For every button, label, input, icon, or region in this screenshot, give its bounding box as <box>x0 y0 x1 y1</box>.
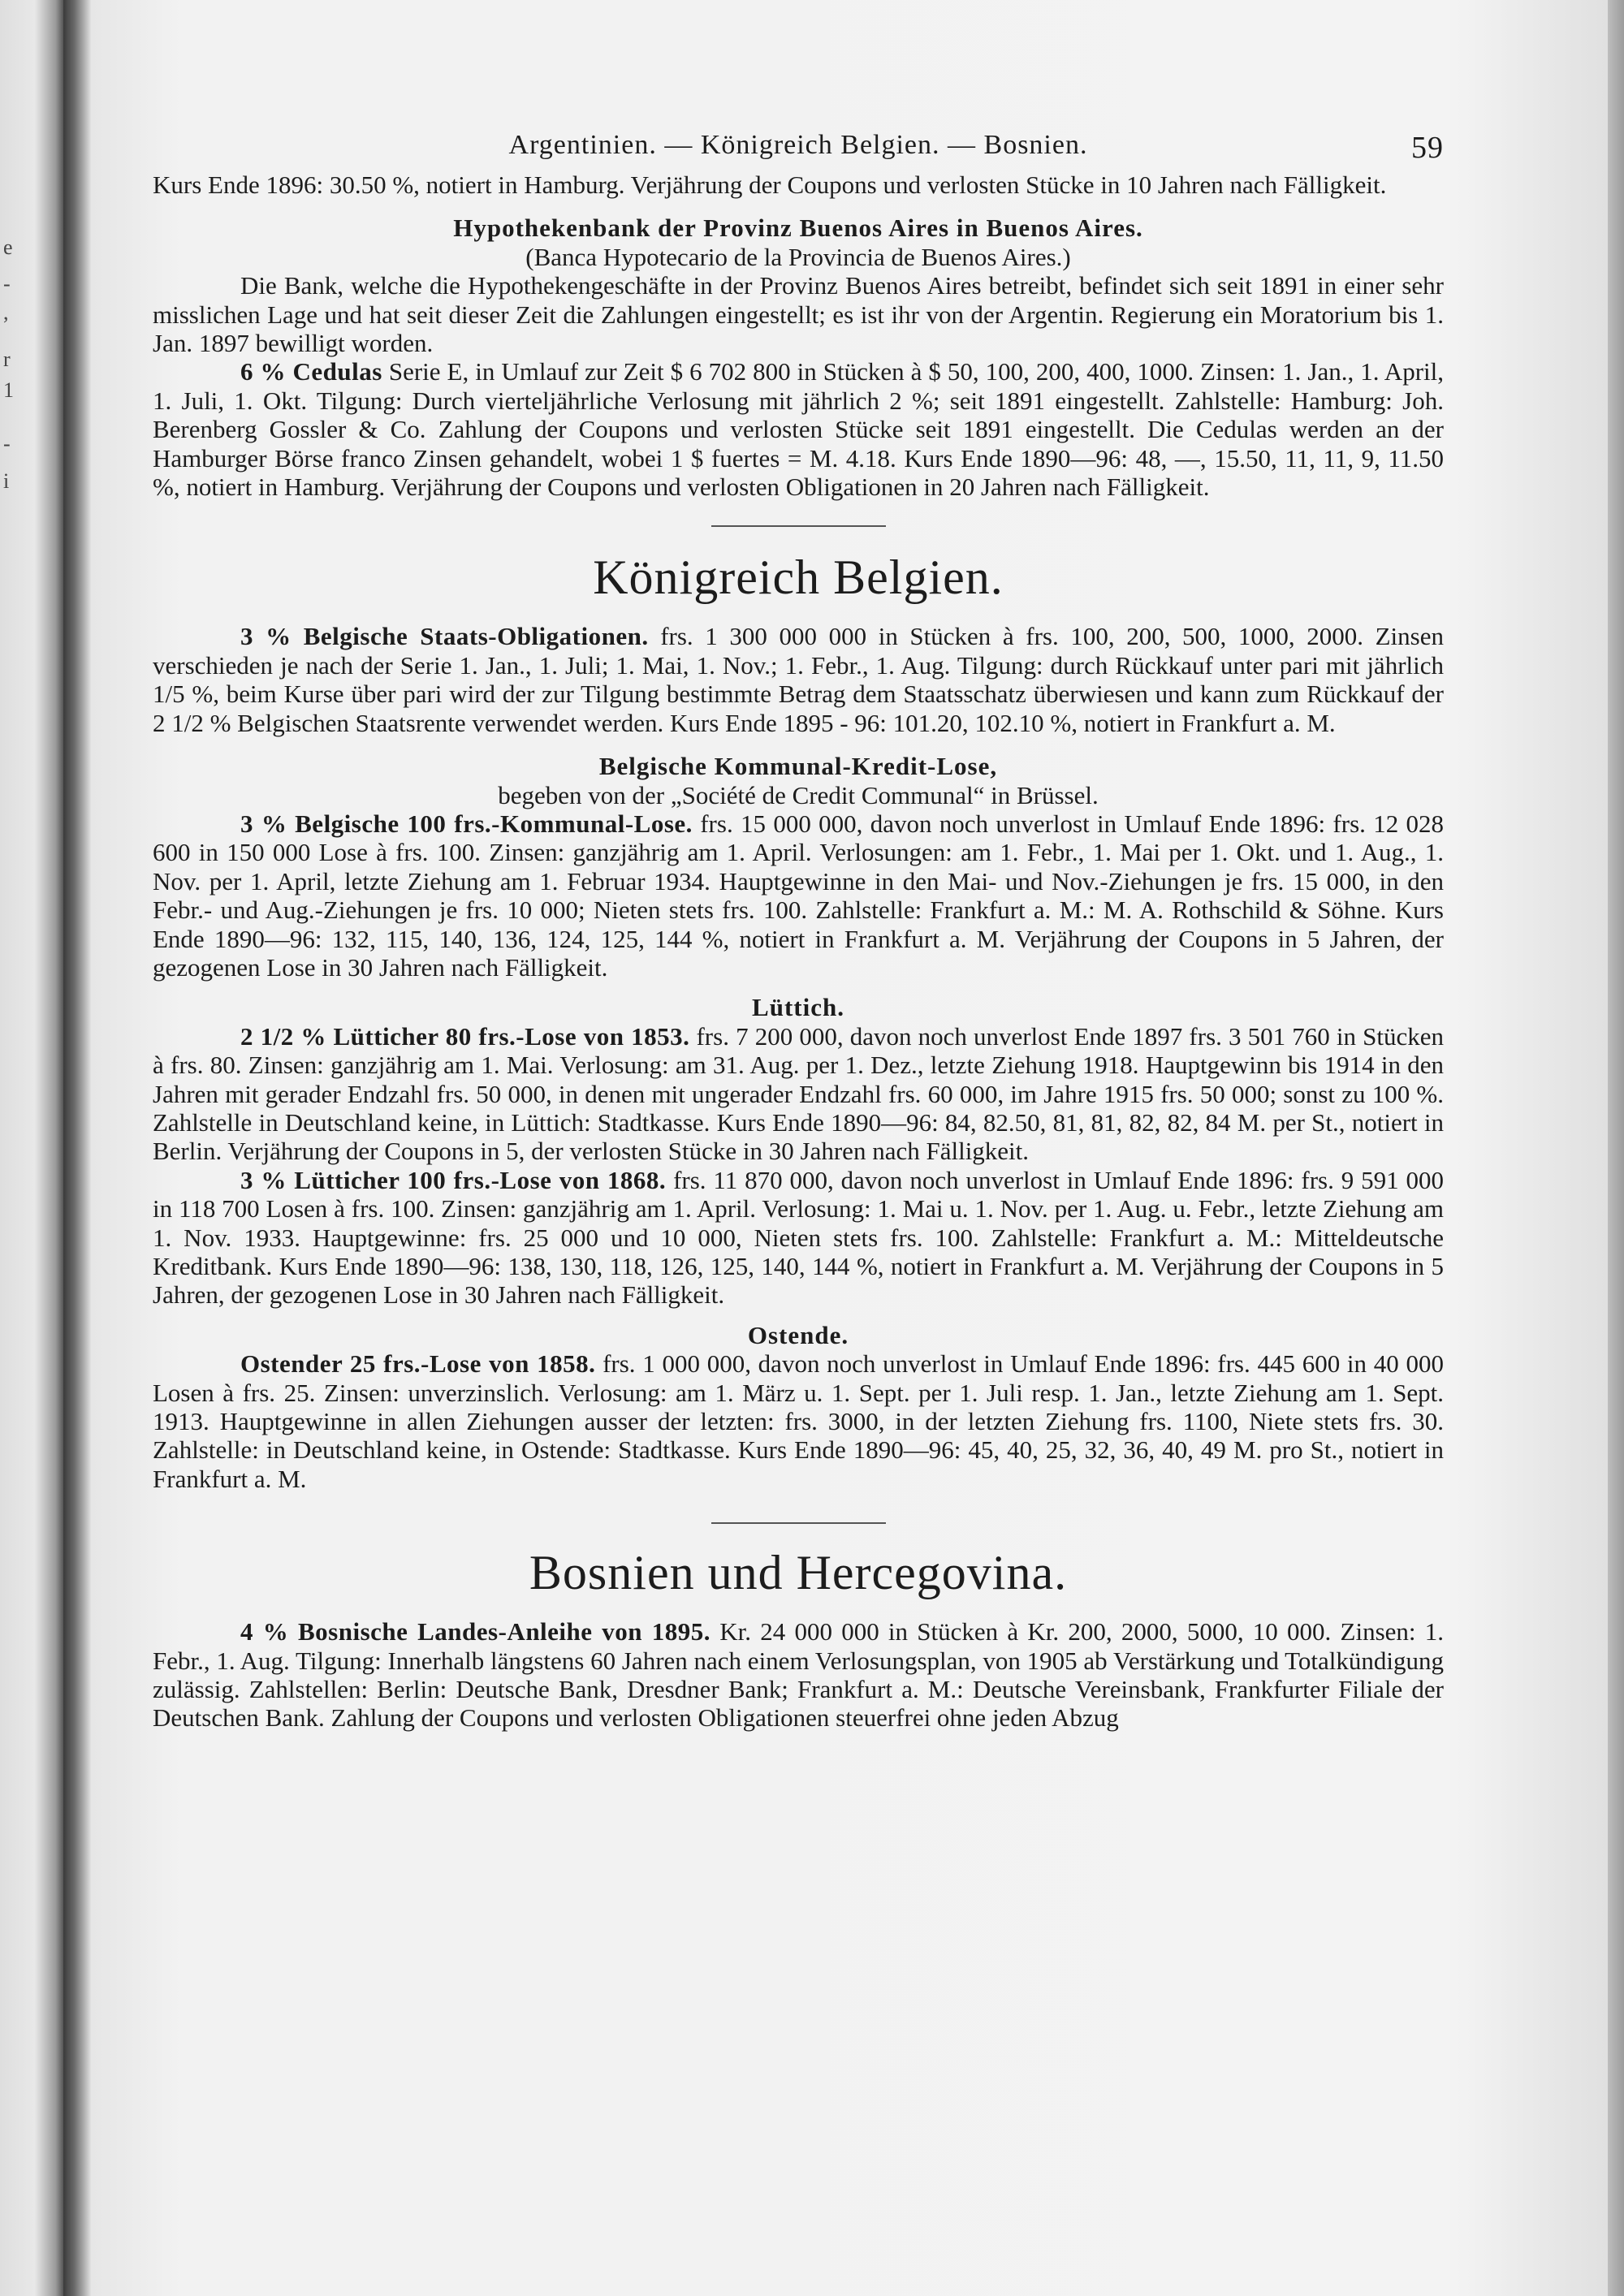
kommunal-lose-title: 3 % Belgische 100 frs.-Kommunal-Lose. <box>240 809 693 838</box>
hypothekenbank-paragraph: Die Bank, welche die Hypothekengeschäfte in der Provinz Buenos Aires betreibt, befindet sich seit 1891 in einer sehr misslichen Lage und hat seit dieser Zeit die Zahlungen eingestellt; es ist ihr von der Argentin. Regierung ein Moratorium bis 1. Jan. 1897 bewilligt worden. <box>153 271 1444 358</box>
bosnische-anleihe-text: Kr. 24 000 000 in Stücken à Kr. 200, 2000, 5000, 10 000. Zinsen: 1. Febr., 1. Aug. Tilgung: Innerhalb längstens 60 Jahren nach einem Verlosungsplan, von 1905 ab Verstärkung und Totalkündigung zulässig. Zahlstellen: Berlin: Deutsche Bank, Dresdner Bank; Frankfurt a. M.: Deutsche Vereinsbank, Frankfurter Filiale der Deutschen Bank. Zahlung der Coupons und verlosten Obligationen steuerfrei ohne jeden Abzug <box>153 1617 1444 1733</box>
page-edge <box>1608 0 1624 2296</box>
luettich-1853-text: frs. 7 200 000, davon noch unverlost Ende 1897 frs. 3 501 760 in Stücken à frs. 80. Zinsen: ganzjährig am 1. Mai. Verlosung: am 31. Aug. per 1. Dez., letzte Ziehung 1918. Hauptgewinn bis 1914 in den Jahren mit gerader Endzahl frs. 50 000, in denen mit ungerader Endzahl frs. 60 000, im Jahre 1915 frs. 50 000; sonst zu 100 %. Zahlstelle in Deutschland keine, in Lüttich: Stadtkasse. Kurs Ende 1890—96: 84, 82.50, 81, 81, 82, 82, 84 M. per St., notiert in Berlin. Verjährung der Coupons in 5, der verlosten Stücke in 30 Jahren nach Fälligkeit. <box>153 1021 1444 1166</box>
ostende-title: Ostender 25 frs.-Lose von 1858. <box>240 1349 596 1379</box>
hypothekenbank-subtitle: (Banca Hypotecario de la Provincia de Buenos Aires.) <box>525 242 1071 271</box>
luettich-1853-title: 2 1/2 % Lütticher 80 frs.-Lose von 1853. <box>240 1021 690 1051</box>
bosnische-anleihe-title: 4 % Bosnische Landes-Anleihe von 1895. <box>240 1617 710 1646</box>
luettich-1853-paragraph <box>153 1022 1444 1166</box>
luettich-1868-paragraph <box>153 1166 1444 1310</box>
kommunal-lose-paragraph <box>153 809 1444 982</box>
kommunal-heading: Belgische Kommunal-Kredit-Lose, <box>598 752 998 781</box>
margin-fragment: - <box>3 272 11 296</box>
staats-obligationen-text: frs. 1 300 000 000 in Stücken à frs. 100, 200, 500, 1000, 2000. Zinsen verschieden je nach der Serie 1. Jan., 1. Juli; 1. Mai, 1. Nov.; 1. Febr., 1. Aug. Tilgung: durch Rückkauf unter pari mit jährlich 1/5 %, beim Kurse über pari wird der zur Tilgung bestimmte Betrag dem Staatsschatz überwiesen und kann zum Rückkauf der 2 1/2 % Belgischen Staatsrente verwendet werden. Kurs Ende 1895 - 96: 101.20, 102.10 %, notiert in Frankfurt a. M. <box>153 622 1444 737</box>
margin-fragment: e <box>3 235 13 259</box>
ostende-paragraph <box>153 1349 1444 1493</box>
hypothekenbank-heading: Hypothekenbank der Provinz Buenos Aires in Buenos Aires. <box>453 214 1143 243</box>
page-number: 59 <box>1411 131 1444 165</box>
belgien-heading: Königreich Belgien. <box>593 550 1004 605</box>
cedulas-paragraph <box>153 357 1444 501</box>
ostende-text: frs. 1 000 000, davon noch unverlost in Umlauf Ende 1896: frs. 445 600 in 40 000 Losen à frs. 25. Zinsen: unverzinslich. Verlosung: am 1. März u. 1. Sept. per 1. Juli resp. 1. Jan., letzte Ziehung am 1. Sept. 1913. Hauptgewinne in allen Ziehungen ausser der letzten: frs. 3000, in der letzten Ziehung frs. 1100, Niete stets frs. 30. Zahlstelle: in Deutschland keine, in Ostende: Stadtkasse. Kurs Ende 1890—96: 45, 40, 25, 32, 36, 40, 49 M. pro St., notiert in Frankfurt a. M. <box>153 1349 1444 1493</box>
luettich-1868-text: frs. 11 870 000, davon noch unverlost in Umlauf Ende 1896: frs. 9 591 000 in 118 700 Losen à frs. 100. Zinsen: ganzjährig am 1. April. Verlosung: 1. Mai u. 1. Nov. per 1. Aug. u. Febr., letzte Ziehung am 1. Nov. 1933. Hauptgewinne: frs. 25 000 und 10 000, Nieten stets frs. 100. Zahlstelle: Frankfurt a. M.: Mitteldeutsche Kreditbank. Kurs Ende 1890—96: 138, 130, 118, 126, 125, 140, 144 %, notiert in Frankfurt a. M. Verjährung der Coupons in 5 Jahren, der gezogenen Lose in 30 Jahren nach Fälligkeit. <box>153 1165 1444 1310</box>
margin-fragment: , <box>3 300 9 324</box>
luettich-1868-title: 3 % Lütticher 100 frs.-Lose von 1868. <box>240 1165 667 1194</box>
book-spine-shadow <box>63 0 91 2296</box>
adjacent-page-margin <box>0 0 63 2296</box>
staats-obligationen-paragraph <box>153 622 1444 737</box>
kommunal-lose-text: frs. 15 000 000, davon noch unverlost in Umlauf Ende 1896: frs. 12 028 600 in 150 000 Lose à frs. 100. Zinsen: ganzjährig am 1. April. Verlosungen: am 1. Febr., 1. Mai per 1. Okt. und 1. Aug., 1. Nov. per 1. April, letzte Ziehung am 1. Februar 1934. Hauptgewinne in den Mai- und Nov.-Ziehungen je frs. 15 000, in den Febr.- und Aug.-Ziehungen je frs. 10 000; Nieten stets frs. 100. Zahlstelle: Frankfurt a. M.: M. A. Rothschild & Söhne. Kurs Ende 1890—96: 132, 115, 140, 136, 124, 125, 144 %, notiert in Frankfurt a. M. Verjährung der Coupons in 5 Jahren, der gezogenen Lose in 30 Jahren nach Fälligkeit. <box>153 809 1445 982</box>
margin-fragment: i <box>3 469 10 493</box>
margin-fragment: - <box>3 432 11 455</box>
kommunal-subheading: begeben von der „Société de Credit Communal“ in Brüssel. <box>498 780 1099 809</box>
margin-fragment: 1 <box>3 378 14 402</box>
luettich-heading: Lüttich. <box>752 993 844 1022</box>
argentina-intro-paragraph: Kurs Ende 1896: 30.50 %, notiert in Hamburg. Verjährung der Coupons und verlosten Stücke in 10 Jahren nach Fälligkeit. <box>153 170 1387 199</box>
bosnische-anleihe-paragraph <box>153 1617 1444 1733</box>
bosnien-heading: Bosnien und Hercegovina. <box>529 1546 1068 1600</box>
running-head <box>153 130 1444 170</box>
margin-fragment: r <box>3 347 11 371</box>
cedulas-text: Serie E, in Umlauf zur Zeit $ 6 702 800 in Stücken à $ 50, 100, 200, 400, 1000. Zinsen: 1. Jan., 1. April, 1. Juli, 1. Okt. Tilgung: Durch vierteljährliche Verlosung mit jährlich 2 %; seit 1891 eingestellt. Zahlstelle: Hamburg: Joh. Berenberg Gossler & Co. Zahlung der Coupons und verlosten Stücke seit 1891 eingestellt. Die Cedulas werden an der Hamburger Börse franco Zinsen gehandelt, wobei 1 $ fuertes = M. 4.18. Kurs Ende 1890—96: 48, —, 15.50, 11, 11, 9, 11.50 %, notiert in Hamburg. Verjährung der Coupons und verlosten Obligationen in 20 Jahren nach Fälligkeit. <box>153 357 1444 502</box>
page-content <box>153 130 1444 1733</box>
staats-obligationen-title: 3 % Belgische Staats-Obligationen. <box>240 622 649 651</box>
running-head-title: Argentinien. — Königreich Belgien. — Bosnien. <box>508 130 1088 160</box>
cedulas-title: 6 % Cedulas <box>240 357 382 386</box>
ostende-heading: Ostende. <box>747 1320 849 1349</box>
